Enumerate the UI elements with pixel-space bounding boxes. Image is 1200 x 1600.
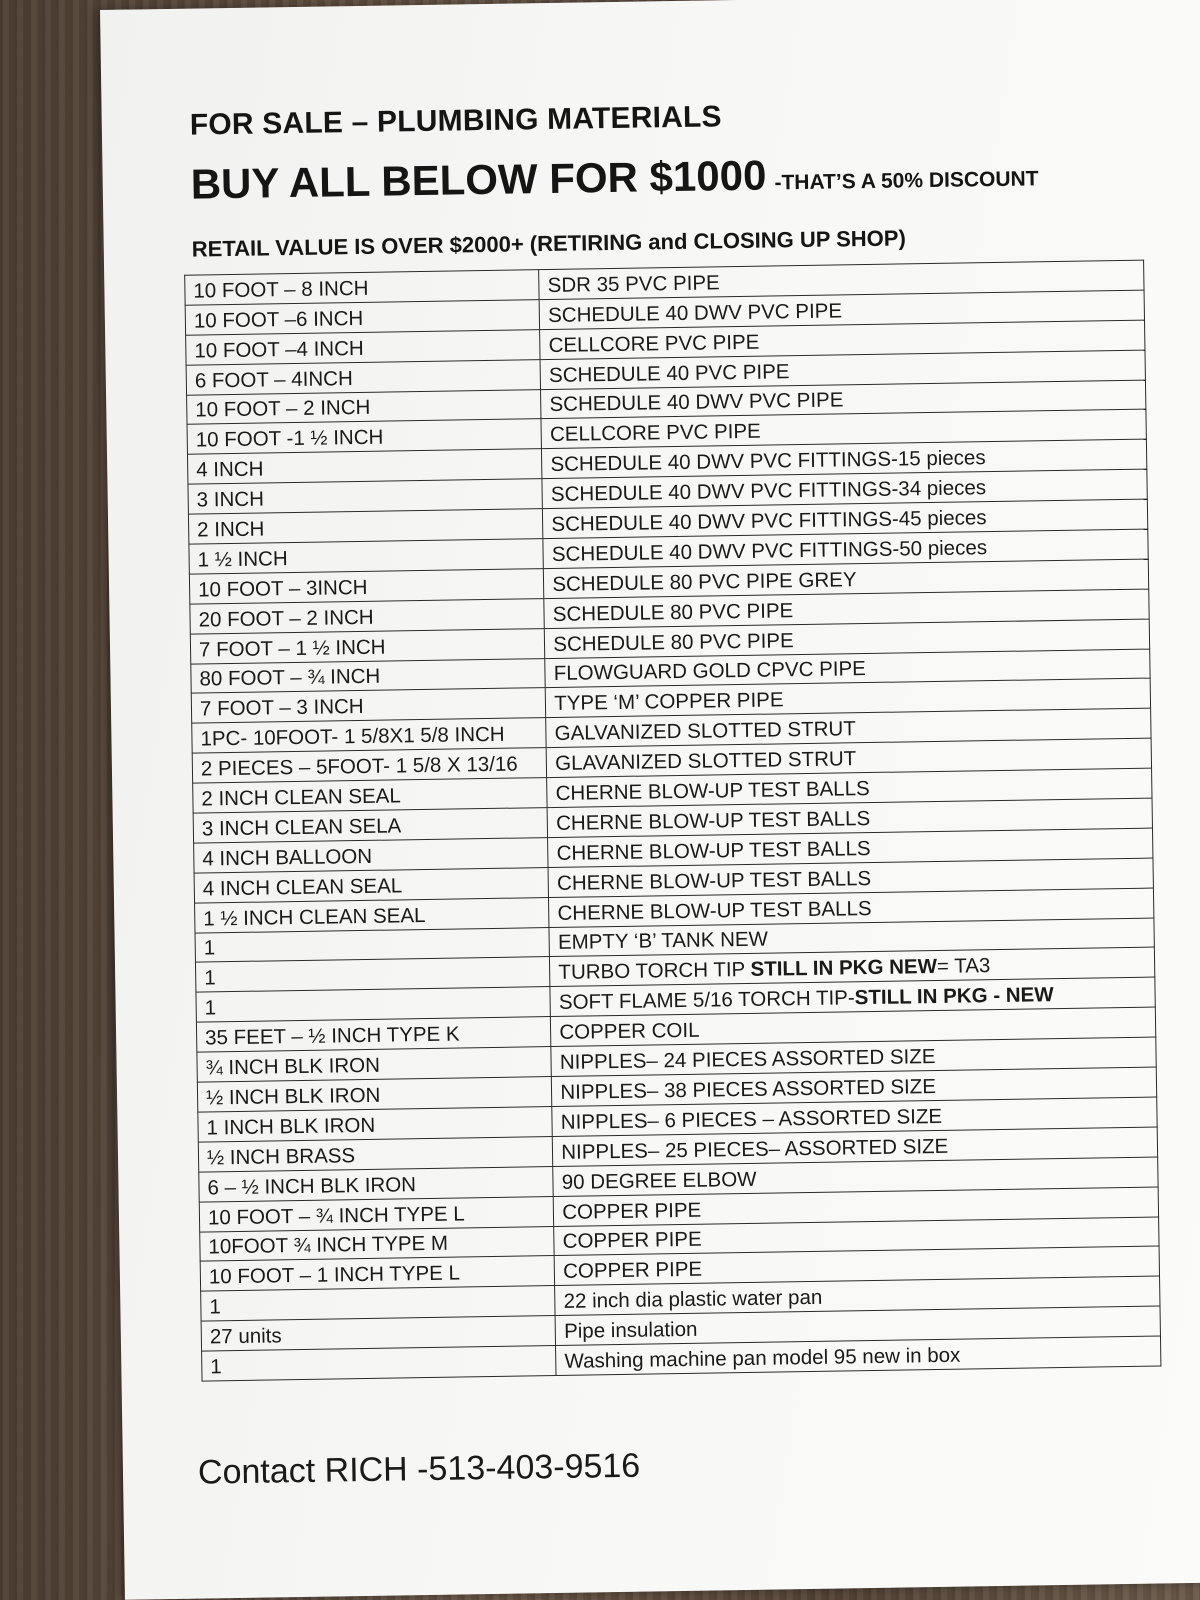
item-quantity: 7 FOOT – 1 ½ INCH [190, 628, 545, 663]
offer-line [190, 147, 1038, 208]
item-description: SCHEDULE 40 PVC PIPE [540, 350, 1145, 389]
item-quantity: 1 [202, 1346, 557, 1381]
item-description-emphasis: STILL IN PKG - NEW [854, 983, 1054, 1010]
item-description: 22 inch dia plastic water pan [555, 1276, 1160, 1315]
item-quantity: ½ INCH BLK IRON [197, 1077, 552, 1112]
item-description: CHERNE BLOW-UP TEST BALLS [548, 858, 1153, 897]
item-quantity: 10FOOT ¾ INCH TYPE M [200, 1226, 555, 1261]
item-quantity: 2 PIECES – 5FOOT- 1 5/8 X 13/16 [192, 748, 547, 783]
item-quantity: 4 INCH CLEAN SEAL [194, 867, 549, 902]
item-description: CELLCORE PVC PIPE [541, 410, 1146, 449]
item-description: SCHEDULE 80 PVC PIPE [545, 619, 1150, 658]
item-description: Washing machine pan model 95 new in box [556, 1336, 1161, 1375]
item-description: COPPER COIL [551, 1007, 1156, 1046]
item-description: NIPPLES– 25 PIECES– ASSORTED SIZE [553, 1127, 1158, 1166]
item-quantity: 2 INCH [188, 509, 543, 544]
item-description: SDR 35 PVC PIPE [539, 260, 1144, 299]
offer-discount: -THAT’S A 50% DISCOUNT [774, 167, 1039, 195]
item-quantity: 1 INCH BLK IRON [198, 1106, 553, 1141]
item-description: SCHEDULE 40 DWV PVC PIPE [539, 290, 1144, 329]
item-quantity: 1 [196, 987, 551, 1022]
item-quantity: ½ INCH BRASS [198, 1136, 553, 1171]
item-quantity: 2 INCH CLEAN SEAL [193, 778, 548, 813]
item-description: SCHEDULE 80 PVC PIPE [544, 589, 1149, 628]
item-description: SCHEDULE 40 DWV PVC FITTINGS-50 pieces [543, 529, 1148, 568]
item-description: GALVANIZED SLOTTED STRUT [546, 708, 1151, 747]
item-description: SCHEDULE 40 DWV PVC PIPE [541, 380, 1146, 419]
item-description: COPPER PIPE [554, 1217, 1159, 1256]
item-description: CHERNE BLOW-UP TEST BALLS [549, 888, 1154, 927]
flyer-title: FOR SALE – PLUMBING MATERIALS [189, 100, 722, 142]
sale-flyer [100, 0, 1200, 1600]
item-quantity: 10 FOOT –4 INCH [186, 329, 541, 364]
item-quantity: 10 FOOT -1 ½ INCH [187, 419, 542, 454]
item-description: NIPPLES– 6 PIECES – ASSORTED SIZE [552, 1097, 1157, 1136]
item-description: CHERNE BLOW-UP TEST BALLS [547, 798, 1152, 837]
item-description: CELLCORE PVC PIPE [540, 320, 1145, 359]
materials-table-body [185, 260, 1161, 1381]
item-quantity: 7 FOOT – 3 INCH [191, 688, 546, 723]
contact-line: Contact RICH -513-403-9516 [197, 1446, 641, 1492]
item-quantity: 10 FOOT – ¾ INCH TYPE L [199, 1196, 554, 1231]
item-description: Pipe insulation [555, 1306, 1160, 1345]
item-quantity: 3 INCH CLEAN SELA [193, 808, 548, 843]
item-description: SCHEDULE 40 DWV PVC FITTINGS-15 pieces [542, 439, 1147, 478]
retail-value-note: RETAIL VALUE IS OVER $2000+ (RETIRING and CLOSING UP SHOP) [191, 225, 906, 262]
item-description: TYPE ‘M’ COPPER PIPE [545, 679, 1150, 718]
item-description: SCHEDULE 80 PVC PIPE GREY [544, 559, 1149, 598]
item-quantity: 1 [201, 1286, 556, 1321]
item-description-emphasis: STILL IN PKG NEW [750, 955, 938, 982]
item-description: CHERNE BLOW-UP TEST BALLS [547, 768, 1152, 807]
item-quantity: 20 FOOT – 2 INCH [190, 598, 545, 633]
item-quantity: 80 FOOT – ¾ INCH [191, 658, 546, 693]
item-quantity: 10 FOOT – 2 INCH [187, 389, 542, 424]
item-description: NIPPLES– 24 PIECES ASSORTED SIZE [551, 1037, 1156, 1076]
item-quantity: 35 FEET – ½ INCH TYPE K [196, 1017, 551, 1052]
item-description-text: TURBO TORCH TIP [558, 958, 751, 985]
item-quantity: 1 ½ INCH CLEAN SEAL [195, 897, 550, 932]
item-quantity: 10 FOOT – 8 INCH [185, 270, 540, 305]
item-quantity: 10 FOOT – 3INCH [189, 569, 544, 604]
item-description: FLOWGUARD GOLD CPVC PIPE [545, 649, 1150, 688]
item-description: 90 DEGREE ELBOW [553, 1157, 1158, 1196]
item-description: COPPER PIPE [553, 1187, 1158, 1226]
item-description: SCHEDULE 40 DWV PVC FITTINGS-45 pieces [543, 499, 1148, 538]
materials-table [184, 260, 1161, 1382]
item-quantity: 27 units [201, 1316, 556, 1351]
item-quantity: 1 ½ INCH [189, 539, 544, 574]
item-description: GLAVANIZED SLOTTED STRUT [546, 738, 1151, 777]
item-description-tail: = TA3 [936, 954, 991, 979]
offer-price: BUY ALL BELOW FOR $1000 [190, 151, 767, 208]
item-description: COPPER PIPE [554, 1246, 1159, 1285]
item-quantity: 4 INCH [187, 449, 542, 484]
item-description: SCHEDULE 40 DWV PVC FITTINGS-34 pieces [542, 469, 1147, 508]
item-quantity: 1 [195, 927, 550, 962]
item-quantity: 1 [195, 957, 550, 992]
item-description-text: SOFT FLAME 5/16 TORCH TIP- [558, 986, 855, 1015]
item-description: CHERNE BLOW-UP TEST BALLS [548, 828, 1153, 867]
item-quantity: 6 FOOT – 4INCH [186, 359, 541, 394]
item-quantity: 4 INCH BALLOON [194, 837, 549, 872]
item-quantity: 1PC- 10FOOT- 1 5/8X1 5/8 INCH [192, 718, 547, 753]
item-quantity: 10 FOOT – 1 INCH TYPE L [200, 1256, 555, 1291]
item-description: EMPTY ‘B’ TANK NEW [549, 918, 1154, 957]
item-quantity: 6 – ½ INCH BLK IRON [199, 1166, 554, 1201]
item-description: NIPPLES– 38 PIECES ASSORTED SIZE [552, 1067, 1157, 1106]
item-quantity: ¾ INCH BLK IRON [197, 1047, 552, 1082]
item-quantity: 10 FOOT –6 INCH [185, 300, 540, 335]
item-quantity: 3 INCH [188, 479, 543, 514]
